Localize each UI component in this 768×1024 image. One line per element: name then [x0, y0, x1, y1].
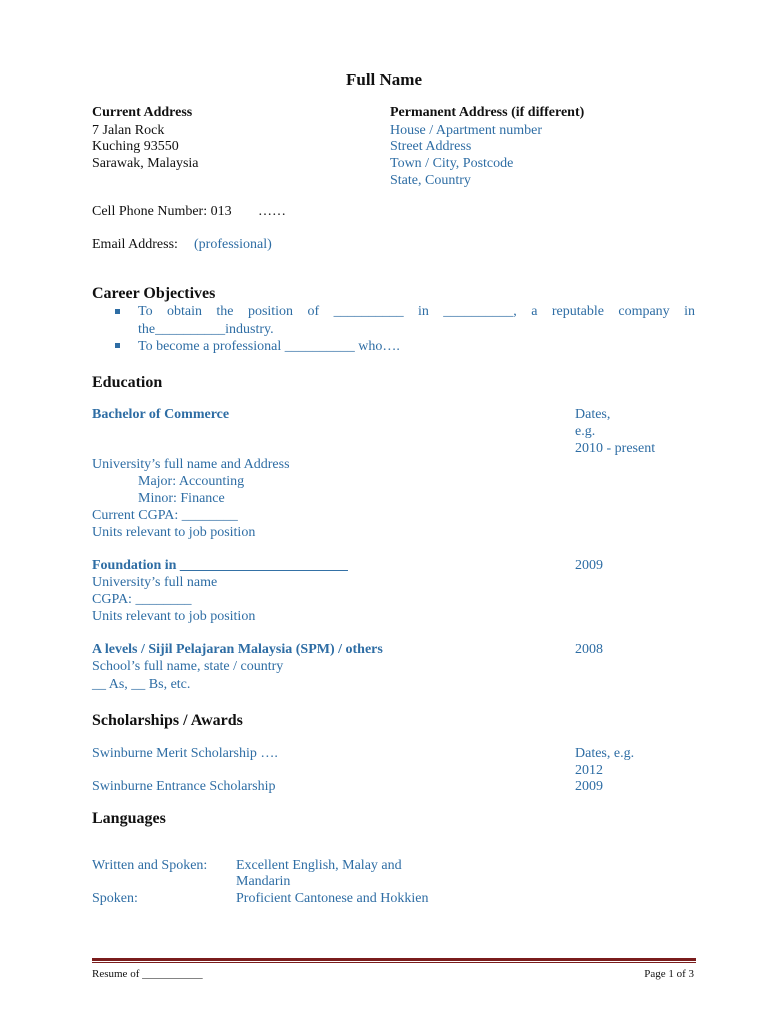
foundation-title: Foundation in ________________________: [92, 558, 348, 573]
footer-page-number: Page 1 of 3: [644, 968, 694, 980]
email-value: (professional): [194, 237, 272, 252]
footer-rule: [92, 958, 696, 961]
school-name: School’s full name, state / country: [92, 659, 284, 674]
minor: Minor: Finance: [138, 491, 225, 506]
phone-label: Cell Phone Number: 013: [92, 204, 232, 219]
written-spoken-value: Excellent English, Malay and: [236, 858, 402, 873]
award-dates-line: 2012: [575, 763, 603, 778]
bullet-icon: [115, 309, 120, 314]
award-item: Swinburne Merit Scholarship ….: [92, 746, 278, 761]
written-spoken-label: Written and Spoken:: [92, 858, 208, 873]
major: Major: Accounting: [138, 474, 245, 489]
career-objectives-heading: Career Objectives: [92, 285, 216, 302]
objective-1-line-1: To obtain the position of __________ in __________, a reputable company in: [138, 304, 695, 319]
award-year: 2009: [575, 779, 603, 794]
phone-value: ……: [258, 204, 286, 219]
award-dates-line: Dates, e.g.: [575, 746, 635, 761]
foundation-units: Units relevant to job position: [92, 609, 256, 624]
objective-1-line-2: the__________industry.: [138, 322, 274, 337]
foundation-year: 2009: [575, 558, 603, 573]
grades: __ As, __ Bs, etc.: [92, 677, 191, 692]
objective-2: To become a professional __________ who….: [138, 339, 400, 354]
degree-dates-line: 2010 - present: [575, 441, 656, 456]
degree-title: Bachelor of Commerce: [92, 407, 230, 422]
footer-rule: [92, 962, 696, 963]
current-cgpa: Current CGPA: ________: [92, 508, 238, 523]
spoken-label: Spoken:: [92, 891, 138, 906]
permanent-address-line: House / Apartment number: [390, 123, 543, 138]
permanent-address-line: State, Country: [390, 173, 471, 188]
award-item: Swinburne Entrance Scholarship: [92, 779, 276, 794]
page-title: Full Name: [345, 70, 423, 89]
footer-resume-of: Resume of ___________: [92, 968, 203, 980]
units-relevant: Units relevant to job position: [92, 525, 256, 540]
degree-dates-line: e.g.: [575, 424, 596, 439]
current-address-heading: Current Address: [92, 105, 193, 120]
degree-dates-line: Dates,: [575, 407, 611, 422]
permanent-address-line: Street Address: [390, 139, 472, 154]
university-name: University’s full name and Address: [92, 457, 290, 472]
languages-heading: Languages: [92, 810, 166, 827]
current-address-line: Kuching 93550: [92, 139, 179, 154]
awards-heading: Scholarships / Awards: [92, 712, 243, 729]
current-address-line: Sarawak, Malaysia: [92, 156, 199, 171]
spoken-value: Proficient Cantonese and Hokkien: [236, 891, 429, 906]
foundation-university: University’s full name: [92, 575, 218, 590]
alevels-year: 2008: [575, 642, 603, 657]
education-heading: Education: [92, 374, 163, 391]
alevels-title: A levels / Sijil Pelajaran Malaysia (SPM) / others: [92, 642, 383, 657]
written-spoken-value: Mandarin: [236, 874, 291, 889]
current-address-line: 7 Jalan Rock: [92, 123, 165, 138]
foundation-cgpa: CGPA: ________: [92, 592, 192, 607]
bullet-icon: [115, 343, 120, 348]
email-label: Email Address:: [92, 237, 178, 252]
permanent-address-line: Town / City, Postcode: [390, 156, 514, 171]
permanent-address-heading: Permanent Address (if different): [390, 105, 585, 120]
